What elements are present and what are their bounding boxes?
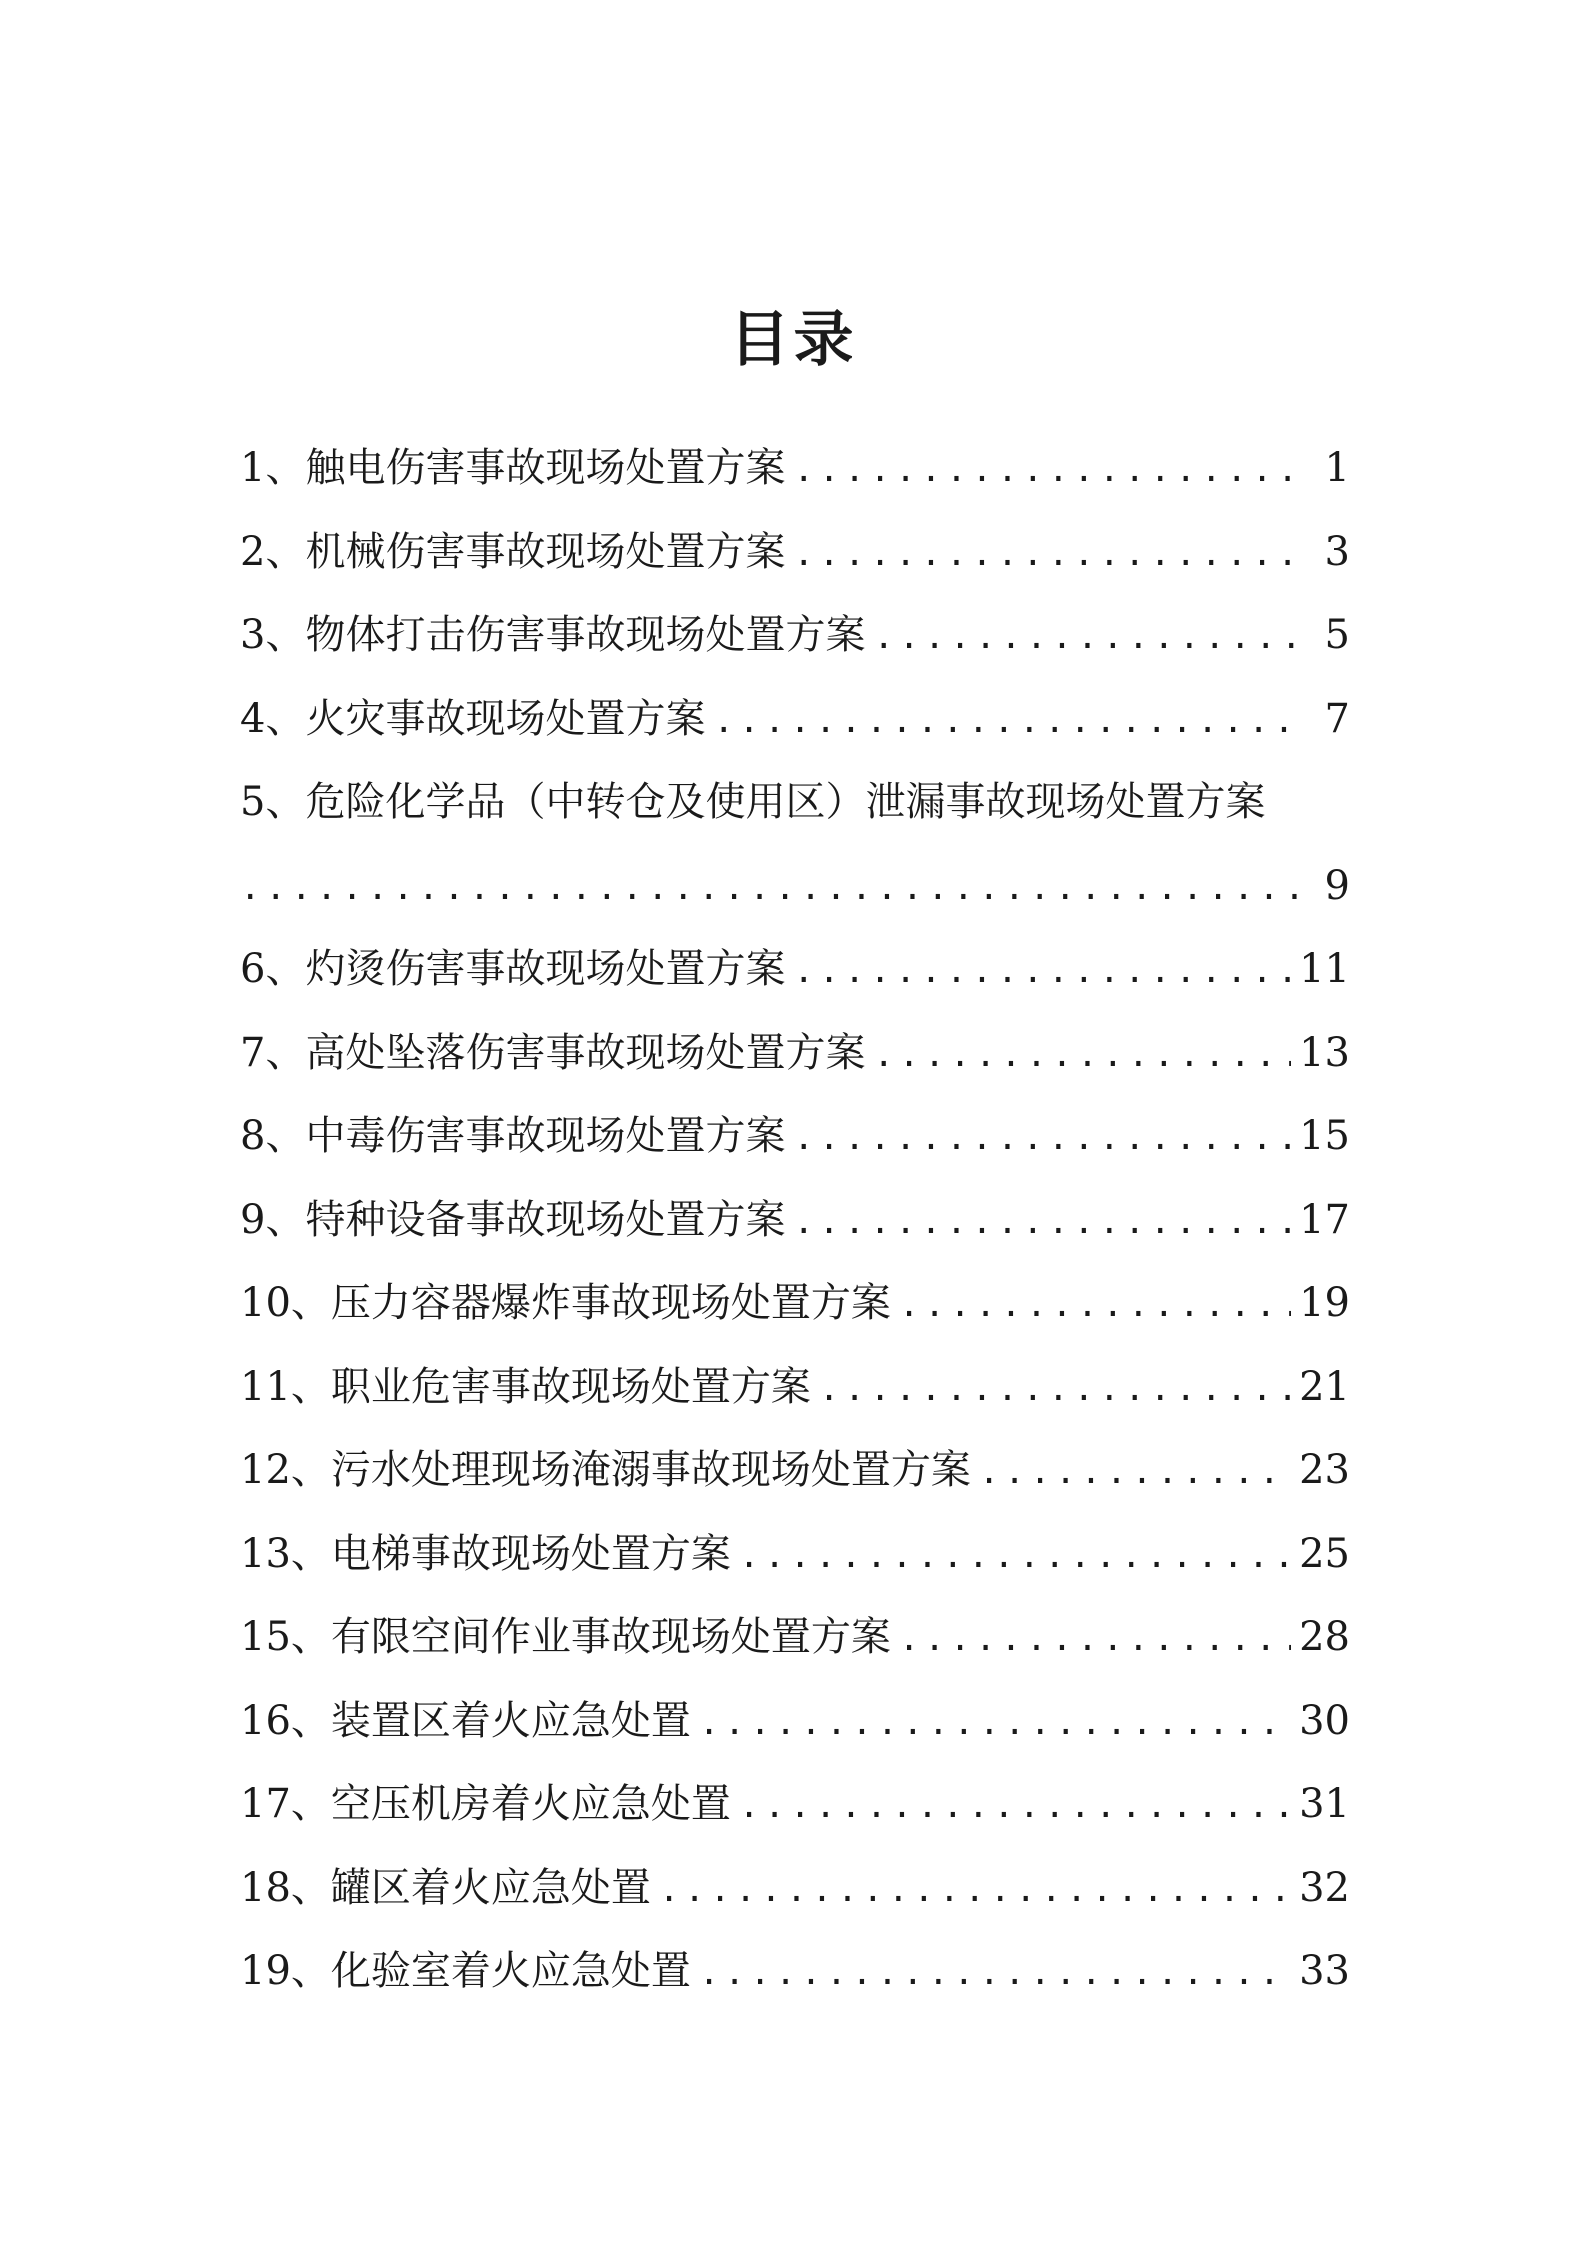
- toc-page-number: 32: [1299, 1864, 1350, 1911]
- toc-page-number: 19: [1299, 1280, 1350, 1326]
- dot-leader: [793, 1190, 1291, 1254]
- toc-page-number: 13: [1299, 1029, 1350, 1076]
- toc-entry[interactable]: [240, 687, 1350, 771]
- dot-leader: [793, 438, 1298, 502]
- toc-page-number: 30: [1299, 1697, 1350, 1744]
- toc-page-number: 31: [1299, 1781, 1350, 1827]
- toc-entry-label: 3、物体打击伤害事故现场处置方案: [240, 612, 866, 658]
- toc-entry-label: 10、压力容器爆炸事故现场处置方案: [240, 1280, 891, 1326]
- dot-leader: [873, 605, 1298, 669]
- toc-entry-continuation: [240, 854, 1350, 938]
- dot-leader: [793, 522, 1298, 586]
- dot-leader: [819, 1357, 1291, 1421]
- dot-leader: [713, 689, 1298, 753]
- toc-entry[interactable]: [240, 1689, 1350, 1773]
- toc-page-number: 21: [1299, 1363, 1350, 1410]
- toc-entry[interactable]: [240, 770, 1350, 937]
- toc-title: 目录: [729, 305, 858, 375]
- dot-leader: [739, 1524, 1291, 1588]
- toc-entry-label: 15、有限空间作业事故现场处置方案: [240, 1614, 891, 1660]
- toc-page-number: 33: [1299, 1948, 1350, 1994]
- toc-entry-label: 13、电梯事故现场处置方案: [240, 1530, 731, 1577]
- toc-page-number: 3: [1324, 528, 1350, 575]
- toc-entry[interactable]: [240, 1939, 1350, 2023]
- toc-page-number: 9: [1324, 862, 1350, 909]
- toc-entry[interactable]: [240, 937, 1350, 1021]
- toc-entry-label: 5、危险化学品（中转仓及使用区）泄漏事故现场处置方案: [240, 779, 1266, 825]
- toc-page-number: 28: [1299, 1614, 1350, 1660]
- toc-entry[interactable]: [240, 1188, 1350, 1272]
- toc-entry-label: 11、职业危害事故现场处置方案: [240, 1363, 811, 1410]
- toc-entry[interactable]: [240, 603, 1350, 687]
- toc-entry-label: 6、灼烫伤害事故现场处置方案: [240, 946, 786, 992]
- toc-page-number: 15: [1299, 1113, 1350, 1159]
- dot-leader: [699, 1691, 1291, 1755]
- toc-page-number: 7: [1324, 695, 1350, 742]
- toc-page-number: 25: [1299, 1530, 1350, 1577]
- toc-page-number: 1: [1324, 445, 1350, 491]
- dot-leader: [739, 1774, 1291, 1838]
- dot-leader: [659, 1858, 1291, 1922]
- toc-entry[interactable]: [240, 1856, 1350, 1940]
- toc-entry-label: 18、罐区着火应急处置: [240, 1864, 651, 1911]
- toc-entry[interactable]: [240, 1104, 1350, 1188]
- toc-page-number: 11: [1299, 946, 1350, 992]
- toc-entry[interactable]: [240, 1772, 1350, 1856]
- toc-entry[interactable]: [240, 1438, 1350, 1522]
- dot-leader: [793, 1106, 1291, 1170]
- toc-entry-label: 2、机械伤害事故现场处置方案: [240, 528, 786, 575]
- dot-leader: [240, 856, 1298, 920]
- toc-entry-label: 7、高处坠落伤害事故现场处置方案: [240, 1029, 866, 1076]
- toc-entry-label: 17、空压机房着火应急处置: [240, 1781, 731, 1827]
- toc-page-number: 23: [1299, 1447, 1350, 1493]
- dot-leader: [793, 939, 1291, 1003]
- toc-entry[interactable]: [240, 1605, 1350, 1689]
- toc-page-number: 5: [1324, 612, 1350, 658]
- dot-leader: [899, 1607, 1291, 1671]
- toc-entry[interactable]: [240, 1021, 1350, 1105]
- dot-leader: [899, 1273, 1291, 1337]
- toc-list: [240, 436, 1350, 2023]
- dot-leader: [979, 1440, 1291, 1504]
- toc-entry[interactable]: [240, 1522, 1350, 1606]
- dot-leader: [873, 1023, 1291, 1087]
- toc-entry-label: 9、特种设备事故现场处置方案: [240, 1196, 786, 1243]
- dot-leader: [699, 1941, 1291, 2005]
- toc-entry[interactable]: [240, 436, 1350, 520]
- toc-entry[interactable]: [240, 520, 1350, 604]
- toc-entry[interactable]: [240, 1355, 1350, 1439]
- toc-entry-label: 19、化验室着火应急处置: [240, 1948, 691, 1994]
- toc-entry-label: 4、火灾事故现场处置方案: [240, 695, 706, 742]
- toc-entry-label: 1、触电伤害事故现场处置方案: [240, 445, 786, 491]
- toc-entry-label: 8、中毒伤害事故现场处置方案: [240, 1113, 786, 1159]
- toc-entry[interactable]: [240, 1271, 1350, 1355]
- toc-page-number: 17: [1299, 1196, 1350, 1243]
- toc-entry-label: 16、装置区着火应急处置: [240, 1697, 691, 1744]
- toc-entry-label: 12、污水处理现场淹溺事故现场处置方案: [240, 1447, 971, 1493]
